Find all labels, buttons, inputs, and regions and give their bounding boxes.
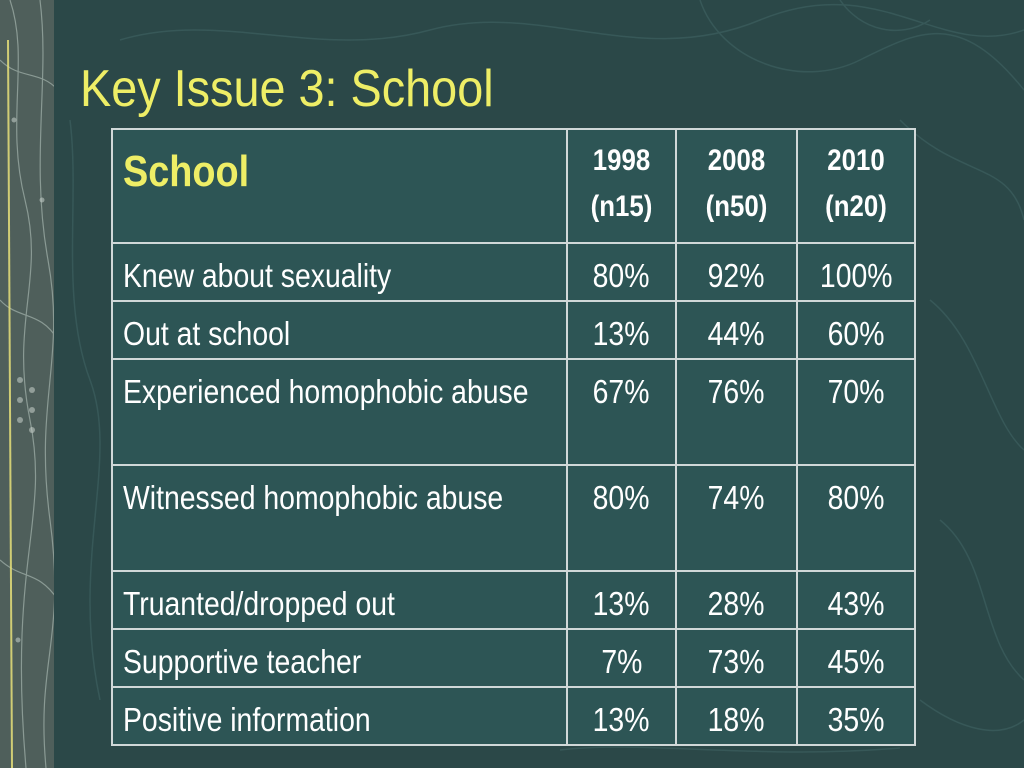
cell-value: 76% <box>676 359 797 465</box>
cell-value: 35% <box>797 687 915 745</box>
row-label: Witnessed homophobic abuse <box>112 465 567 571</box>
table-row <box>112 359 915 465</box>
column-header-2010 <box>797 129 915 243</box>
row-label: Knew about sexuality <box>112 243 567 301</box>
cell-value: 13% <box>567 687 676 745</box>
column-sample-size: (n15) <box>590 190 653 223</box>
cell-value: 18% <box>676 687 797 745</box>
table-row <box>112 571 915 629</box>
column-sample-size: (n50) <box>705 190 768 223</box>
column-header-1998 <box>567 129 676 243</box>
results-table-container <box>111 128 914 746</box>
table-header-row <box>112 129 915 243</box>
cell-value: 80% <box>797 465 915 571</box>
cell-value: 43% <box>797 571 915 629</box>
cell-value: 73% <box>676 629 797 687</box>
cell-value: 80% <box>567 465 676 571</box>
cell-value: 80% <box>567 243 676 301</box>
row-label: Experienced homophobic abuse <box>112 359 567 465</box>
column-year: 2008 <box>707 144 766 177</box>
table-row <box>112 465 915 571</box>
table-row <box>112 243 915 301</box>
cell-value: 7% <box>567 629 676 687</box>
table-row <box>112 687 915 745</box>
cell-value: 45% <box>797 629 915 687</box>
table-row <box>112 301 915 359</box>
cell-value: 67% <box>567 359 676 465</box>
cell-value: 60% <box>797 301 915 359</box>
cell-value: 44% <box>676 301 797 359</box>
results-table <box>111 128 916 746</box>
row-label: Supportive teacher <box>112 629 567 687</box>
row-label: Positive information <box>112 687 567 745</box>
column-year: 1998 <box>592 144 651 177</box>
cell-value: 13% <box>567 571 676 629</box>
table-row <box>112 629 915 687</box>
cell-value: 100% <box>797 243 915 301</box>
slide-title: Key Issue 3: School <box>80 60 494 118</box>
row-label: Truanted/dropped out <box>112 571 567 629</box>
column-year: 2010 <box>827 144 885 177</box>
left-decorative-strip <box>0 0 58 768</box>
cell-value: 13% <box>567 301 676 359</box>
cell-value: 28% <box>676 571 797 629</box>
cell-value: 70% <box>797 359 915 465</box>
row-label: Out at school <box>112 301 567 359</box>
column-header-2008 <box>676 129 797 243</box>
cell-value: 74% <box>676 465 797 571</box>
table-label-header: School <box>112 129 567 243</box>
cell-value: 92% <box>676 243 797 301</box>
column-sample-size: (n20) <box>825 190 887 223</box>
